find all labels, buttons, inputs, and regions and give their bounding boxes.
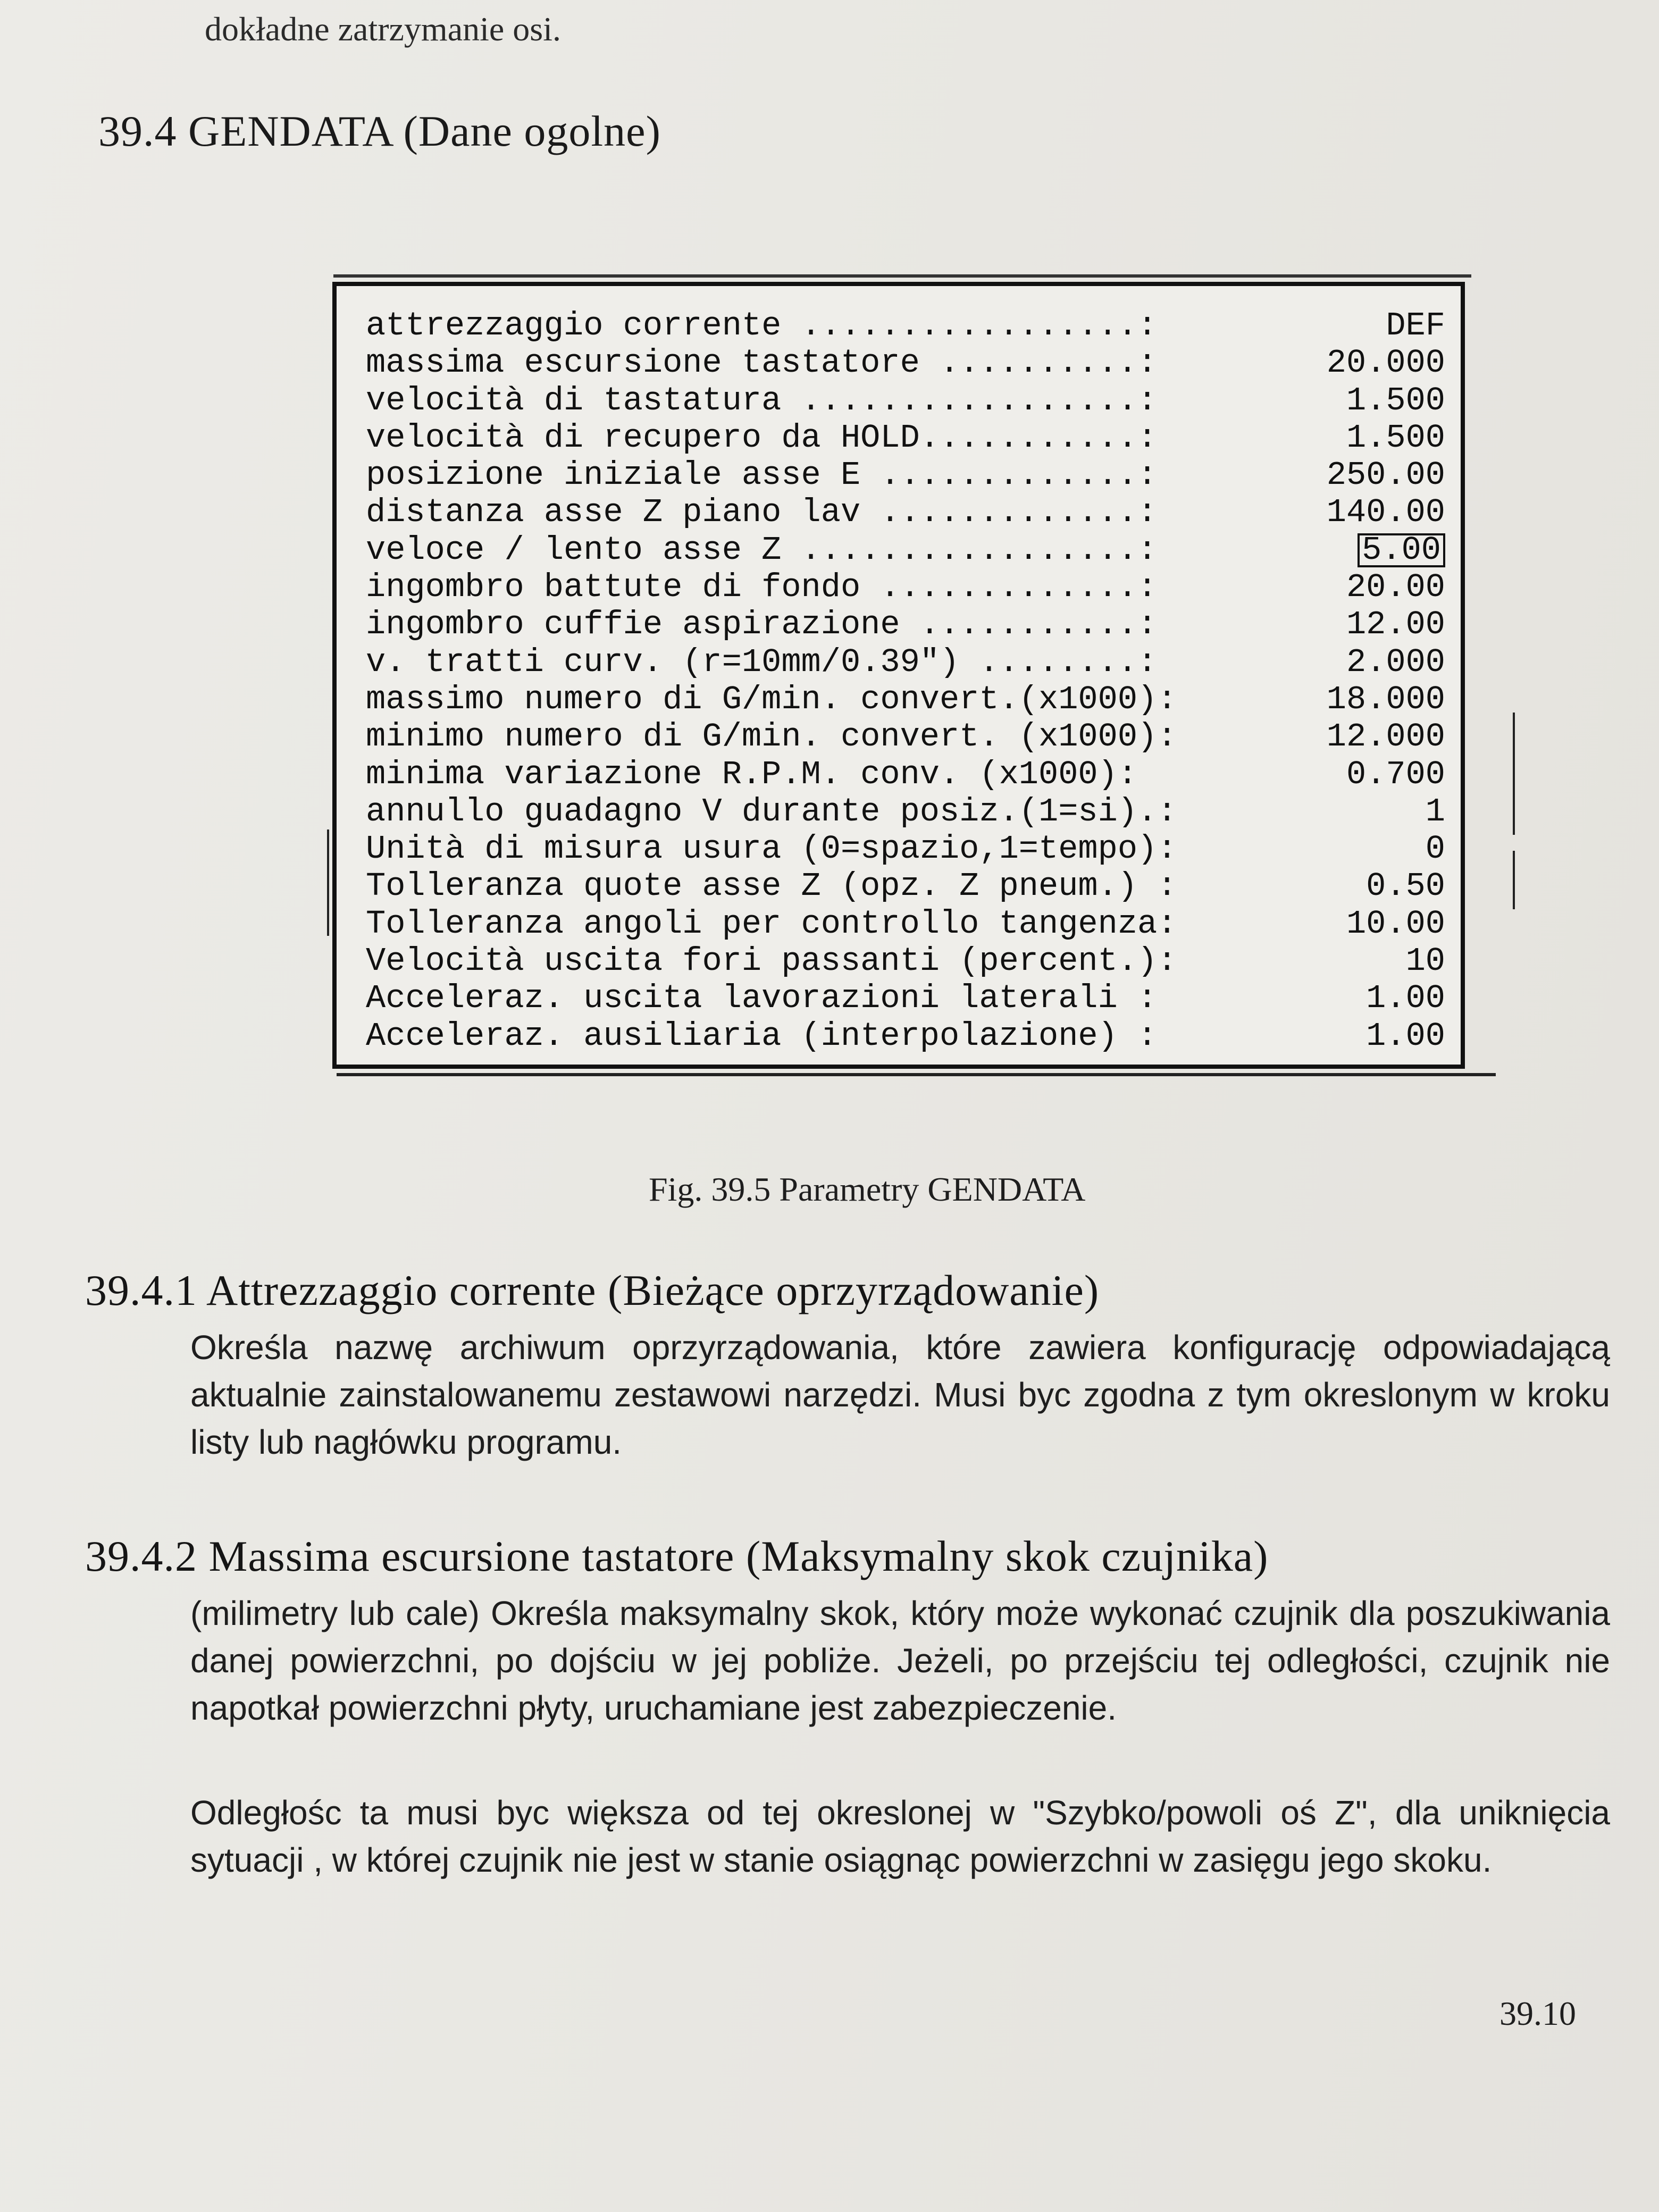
subsection-paragraph: (milimetry lub cale) Określa maksymalny skok, który może wykonać czujnik dla poszukiwania danej powierzchni, po dojściu w jej pobliże. Jeżeli, po przejściu tej odległości, czujnik nie napotkał powierzchni płyty, uruchamiane jest zabezpieczenie.	[190, 1594, 1610, 1727]
parameter-value	[1327, 681, 1445, 718]
parameter-value	[1366, 868, 1445, 905]
parameter-value-text: 5.00	[1358, 533, 1445, 567]
parameter-row	[366, 606, 1445, 643]
parameter-row	[366, 307, 1445, 345]
parameter-list	[366, 307, 1445, 1055]
margin-mark	[1513, 713, 1515, 835]
parameter-label: ingombro cuffie aspirazione ...........:	[366, 606, 1158, 644]
parameter-label: minimo numero di G/min. convert. (x1000):	[366, 718, 1177, 756]
parameter-value	[1346, 382, 1445, 420]
parameter-value-text: DEF	[1386, 307, 1445, 345]
parameter-label: Acceleraz. uscita lavorazioni laterali :	[366, 979, 1158, 1018]
parameter-value	[1366, 980, 1445, 1017]
parameter-label: ingombro battute di fondo .............:	[366, 568, 1158, 607]
parameter-value	[1346, 569, 1445, 606]
parameter-value-text: 10	[1405, 942, 1445, 981]
parameter-value	[1346, 906, 1445, 943]
parameter-value-text: 20.000	[1326, 344, 1445, 382]
parameter-value	[1346, 644, 1445, 681]
parameter-value	[1327, 494, 1445, 531]
parameter-value-text: 12.000	[1326, 718, 1445, 756]
parameter-row	[366, 345, 1445, 382]
parameter-value-text: 1.00	[1366, 979, 1445, 1018]
parameter-label: Tolleranza quote asse Z (opz. Z pneum.) :	[366, 867, 1177, 906]
parameter-value	[1346, 756, 1445, 793]
parameter-row	[366, 756, 1445, 793]
parameter-row	[366, 681, 1445, 718]
parameter-label: distanza asse Z piano lav .............:	[366, 493, 1158, 532]
parameter-value-text: 18.000	[1326, 680, 1445, 718]
parameter-label: Tolleranza angoli per controllo tangenza:	[366, 904, 1177, 943]
parameter-row	[366, 494, 1445, 531]
parameter-row	[366, 718, 1445, 756]
parameter-value-text: 12.00	[1346, 606, 1445, 644]
parameter-value-text: 140.00	[1326, 493, 1445, 532]
section-heading: 39.4 GENDATA (Dane ogolne)	[98, 107, 661, 155]
parameter-value	[1327, 718, 1445, 756]
parameter-row	[366, 831, 1445, 868]
parameter-value-text: 1.500	[1346, 418, 1445, 457]
parameter-value-text: 10.00	[1346, 904, 1445, 943]
gendata-screen-figure	[332, 282, 1465, 1069]
parameter-value-text: 1.00	[1366, 1017, 1445, 1055]
parameter-value-text: 0.700	[1346, 755, 1445, 793]
parameter-row	[366, 868, 1445, 905]
figure-caption: Fig. 39.5 Parametry GENDATA	[649, 1170, 1086, 1208]
page-number: 39.10	[1499, 1995, 1576, 2032]
parameter-row	[366, 532, 1445, 569]
parameter-label: attrezzaggio corrente .................:	[366, 307, 1158, 345]
subsection-heading: 39.4.1 Attrezzaggio corrente (Bieżące oprzyrządowanie)	[85, 1266, 1100, 1314]
parameter-value-text: 2.000	[1346, 643, 1445, 681]
parameter-value	[1358, 532, 1445, 569]
parameter-value-text: 250.00	[1326, 456, 1445, 495]
margin-mark	[327, 830, 329, 936]
parameter-value	[1426, 831, 1445, 868]
parameter-row	[366, 793, 1445, 831]
parameter-value-text: 20.00	[1346, 568, 1445, 607]
parameter-row	[366, 906, 1445, 943]
parameter-value-text: 0.50	[1366, 867, 1445, 906]
parameter-value	[1406, 943, 1445, 980]
parameter-label: posizione iniziale asse E .............:	[366, 456, 1158, 495]
parameter-value	[1426, 793, 1445, 831]
previous-section-tail: dokładne zatrzymanie osi.	[205, 10, 561, 48]
parameter-value-text: 1.500	[1346, 381, 1445, 420]
parameter-label: massimo numero di G/min. convert.(x1000):	[366, 680, 1177, 718]
parameter-label: veloce / lento asse Z .................:	[366, 531, 1158, 569]
parameter-value	[1346, 606, 1445, 643]
subsection-paragraph: Odległośc ta musi byc większa od tej okreslonej w "Szybko/powoli oś Z", dla uniknięcia sytuacji , w której czujnik nie jest w stanie osiągnąc powierzchni w zasięgu jego skoku.	[190, 1794, 1610, 1879]
parameter-label: v. tratti curv. (r=10mm/0.39") ........:	[366, 643, 1158, 681]
parameter-row	[366, 382, 1445, 420]
parameter-label: velocità di recupero da HOLD...........:	[366, 418, 1158, 457]
subsection-heading: 39.4.2 Massima escursione tastatore (Maksymalny skok czujnika)	[85, 1532, 1269, 1580]
subsection-paragraph: Określa nazwę archiwum oprzyrządowania, które zawiera konfigurację odpowiadającą aktualnie zainstalowanemu zestawowi narzędzi. Musi byc zgodna z tym okreslonym w kroku listy lub nagłówku programu.	[190, 1328, 1610, 1461]
parameter-label: massima escursione tastatore ..........:	[366, 344, 1158, 382]
parameter-row	[366, 569, 1445, 606]
parameter-row	[366, 1018, 1445, 1055]
parameter-row	[366, 980, 1445, 1017]
parameter-value	[1327, 345, 1445, 382]
parameter-label: annullo guadagno V durante posiz.(1=si).:	[366, 792, 1177, 831]
parameter-label: Acceleraz. ausiliaria (interpolazione) :	[366, 1017, 1158, 1055]
parameter-label: Velocità uscita fori passanti (percent.):	[366, 942, 1177, 981]
parameter-value	[1366, 1018, 1445, 1055]
parameter-label: minima variazione R.P.M. conv. (x1000):	[366, 755, 1138, 793]
parameter-row	[366, 943, 1445, 980]
parameter-value-text: 0	[1425, 830, 1445, 868]
parameter-label: velocità di tastatura .................:	[366, 381, 1158, 420]
parameter-value	[1386, 307, 1445, 345]
parameter-value-text: 1	[1425, 792, 1445, 831]
parameter-row	[366, 420, 1445, 457]
parameter-label: Unità di misura usura (0=spazio,1=tempo):	[366, 830, 1177, 868]
margin-mark	[1513, 851, 1515, 909]
parameter-row	[366, 457, 1445, 494]
parameter-row	[366, 644, 1445, 681]
parameter-value	[1346, 420, 1445, 457]
parameter-value	[1327, 457, 1445, 494]
